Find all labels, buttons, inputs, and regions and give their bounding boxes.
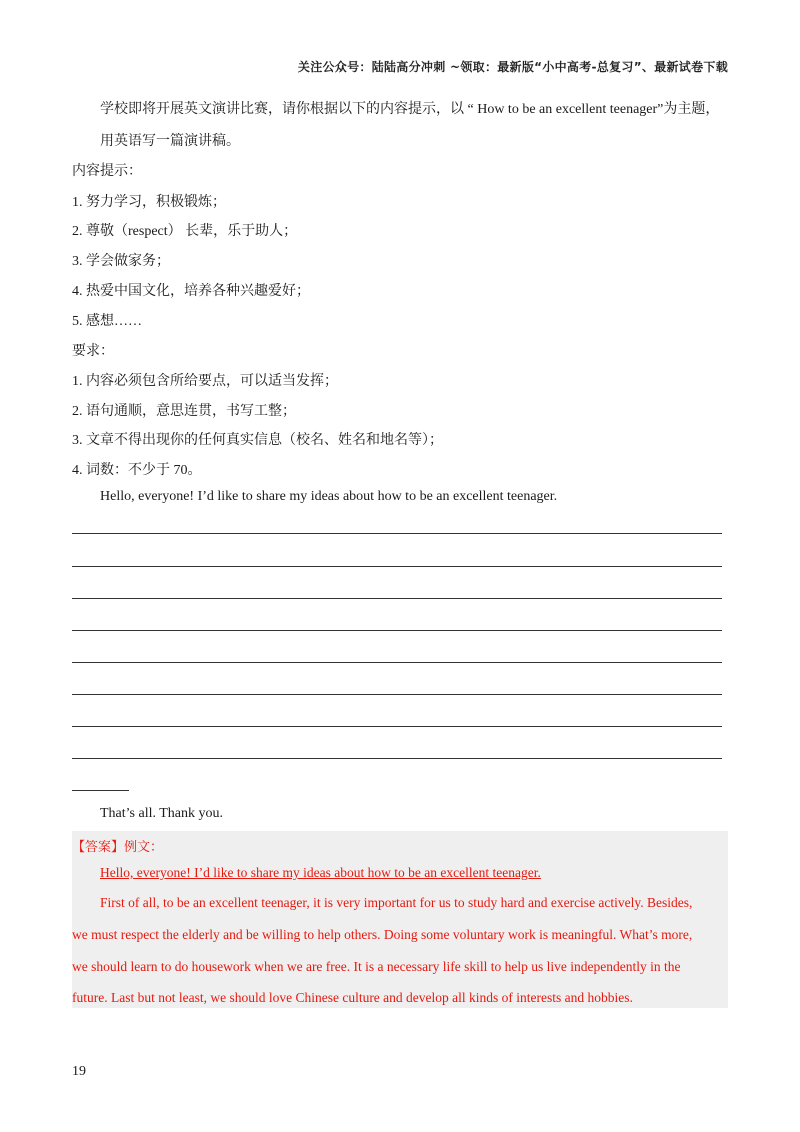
answer-blank-line — [72, 630, 722, 631]
answer-tag: 【答案】例文： — [72, 840, 164, 855]
requirement-item-3: 3. 文章不得出现你的任何真实信息（校名、姓名和地名等）； — [72, 433, 443, 448]
closing-sentence: That’s all. Thank you. — [100, 806, 223, 821]
answer-blank-line — [72, 598, 722, 599]
answer-blank-line — [72, 694, 722, 695]
answer-line-4: we should learn to do housework when we are free. It is a necessary life skill to help us live independently in the — [72, 959, 681, 974]
hint-item-5: 5. 感想…… — [72, 314, 142, 329]
page-number: 19 — [72, 1064, 86, 1079]
requirements-title: 要求： — [72, 344, 114, 359]
hint-item-1: 1. 努力学习，积极锻炼； — [72, 195, 226, 210]
requirement-item-2: 2. 语句通顺，意思连贯，书写工整； — [72, 404, 296, 419]
requirement-item-1: 1. 内容必须包含所给要点，可以适当发挥； — [72, 374, 338, 389]
answer-line-3: we must respect the elderly and be willing to help others. Doing some voluntary work is meaningful. What’s more, — [72, 927, 693, 942]
hints-title: 内容提示： — [72, 164, 142, 179]
answer-blank-line — [72, 662, 722, 663]
answer-line-1: Hello, everyone! I’d like to share my ideas about how to be an excellent teenager. — [100, 865, 541, 880]
answer-blank-short-line — [72, 790, 129, 791]
opening-sentence: Hello, everyone! I’d like to share my ideas about how to be an excellent teenager. — [100, 489, 558, 504]
requirement-item-4: 4. 词数：不少于 70。 — [72, 463, 202, 478]
hint-item-4: 4. 热爱中国文化，培养各种兴趣爱好； — [72, 284, 310, 299]
hint-item-3: 3. 学会做家务； — [72, 254, 170, 269]
answer-blank-line — [72, 533, 722, 534]
answer-blank-line — [72, 758, 722, 759]
answer-blank-line — [72, 726, 722, 727]
answer-line-5: future. Last but not least, we should love Chinese culture and develop all kinds of interests and hobbies. — [72, 990, 633, 1005]
hint-item-2: 2. 尊敬（respect） 长辈，乐于助人； — [72, 224, 298, 239]
page-header: 关注公众号：陆陆高分冲刺 ~领取：最新版“小中高考-总复习”、最新试卷下载 — [297, 60, 728, 74]
answer-line-2: First of all, to be an excellent teenager, it is very important for us to study hard and exercise actively. Besides, — [100, 895, 693, 910]
answer-box — [72, 831, 728, 1008]
answer-blank-line — [72, 566, 722, 567]
prompt-line-2: 用英语写一篇演讲稿。 — [100, 134, 240, 149]
prompt-line-1: 学校即将开展英文演讲比赛，请你根据以下的内容提示，以 “ How to be an excellent teenager”为主题， — [100, 102, 720, 117]
